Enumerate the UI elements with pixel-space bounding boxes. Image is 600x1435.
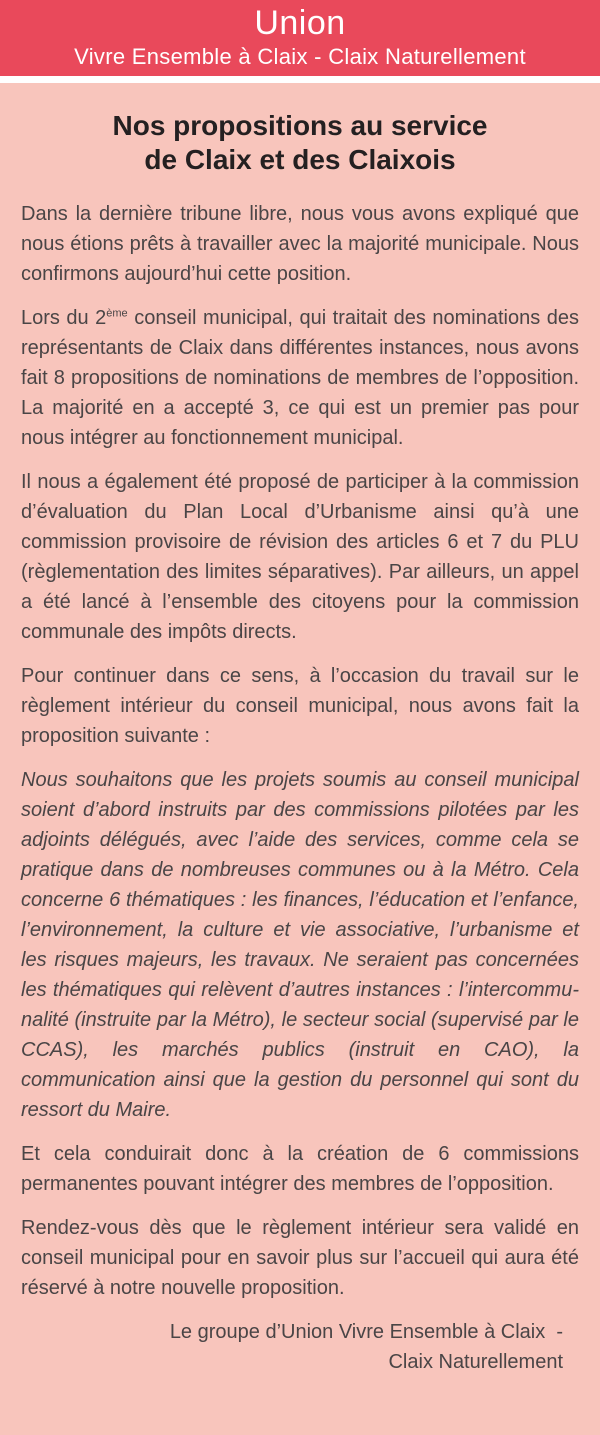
paragraph-conseil-municipal	[21, 303, 579, 453]
paragraph-intro: Dans la dernière tribune libre, nous vous avons expliqué que nous étions prêts à travailler avec la majorité municipale. Nous confirmons aujourd’hui cette position.	[21, 203, 579, 285]
article-heading	[21, 109, 579, 177]
masthead-title: Union	[254, 4, 346, 42]
paragraph-conseil-prefix: Lors du 2	[21, 307, 107, 329]
paragraph-proposition-citation: Nous souhaitons que les projets soumis au conseil municipal soient d’abord instruits par des commissions pilotées par les adjoints délégués, avec l’aide des services, comme cela se pratique dans de nombreuses communes ou à la Métro. Cela concerne 6 thématiques : les finances, l’éducation et l’enfance, l’environnement, la culture et vie associative, l’urbanisme et les risques majeurs, les travaux. Ne seraient pas concernées les thématiques qui relèvent d’autres instances : l’intercommunalité (instruite par la Métro), le secteur social (supervisé par le CCAS), les marchés publics (instruit en CAO), la communication ainsi que la gestion du personnel qui sont du ressort du Maire.	[21, 769, 579, 1121]
ordinal-superscript: ème	[106, 307, 128, 320]
masthead	[0, 0, 600, 76]
article-heading-line1: Nos propositions au service	[112, 110, 488, 141]
paragraph-six-commissions: Et cela conduirait donc à la création de 6 commissions permanentes pouvant intégrer des membres de l’opposition.	[21, 1143, 579, 1195]
article-body	[0, 83, 600, 1435]
paragraph-rendez-vous: Rendez-vous dès que le règlement intérieur sera validé en conseil municipal pour en savoir plus sur l’accueil qui aura été réservé à notre nouvelle proposition.	[21, 1217, 579, 1299]
paragraph-conseil-rest: conseil municipal, qui traitait des nominations des représentants de Claix dans différentes instances, nous avons fait 8 propositions de nominations de membres de l’opposition. La majorité en a accepté 3, ce qui est un premier pas pour nous intégrer au fonctionnement municipal.	[21, 307, 579, 449]
paragraph-reglement-interieur: Pour continuer dans ce sens, à l’occasion du travail sur le règlement intérieur du conseil municipal, nous avons fait la proposition suivante :	[21, 665, 579, 747]
signature-line1: Le groupe d’Union Vivre Ensemble à Claix -	[169, 1321, 563, 1343]
paragraph-commissions-plu: Il nous a également été proposé de participer à la commission d’évaluation du Plan Local d’Urbanisme ainsi qu’à une commission provisoire de révision des articles 6 et 7 du PLU (règlementation des limites séparatives). Par ailleurs, un appel a été lancé à l’ensemble des citoyens pour la commission communale des impôts directs.	[21, 471, 579, 643]
masthead-subtitle: Vivre Ensemble à Claix - Claix Naturellement	[74, 44, 526, 69]
signature	[21, 1317, 579, 1377]
masthead-divider	[0, 76, 600, 83]
signature-line2: Claix Naturellement	[388, 1351, 563, 1373]
article-heading-line2: de Claix et des Claixois	[144, 144, 456, 175]
